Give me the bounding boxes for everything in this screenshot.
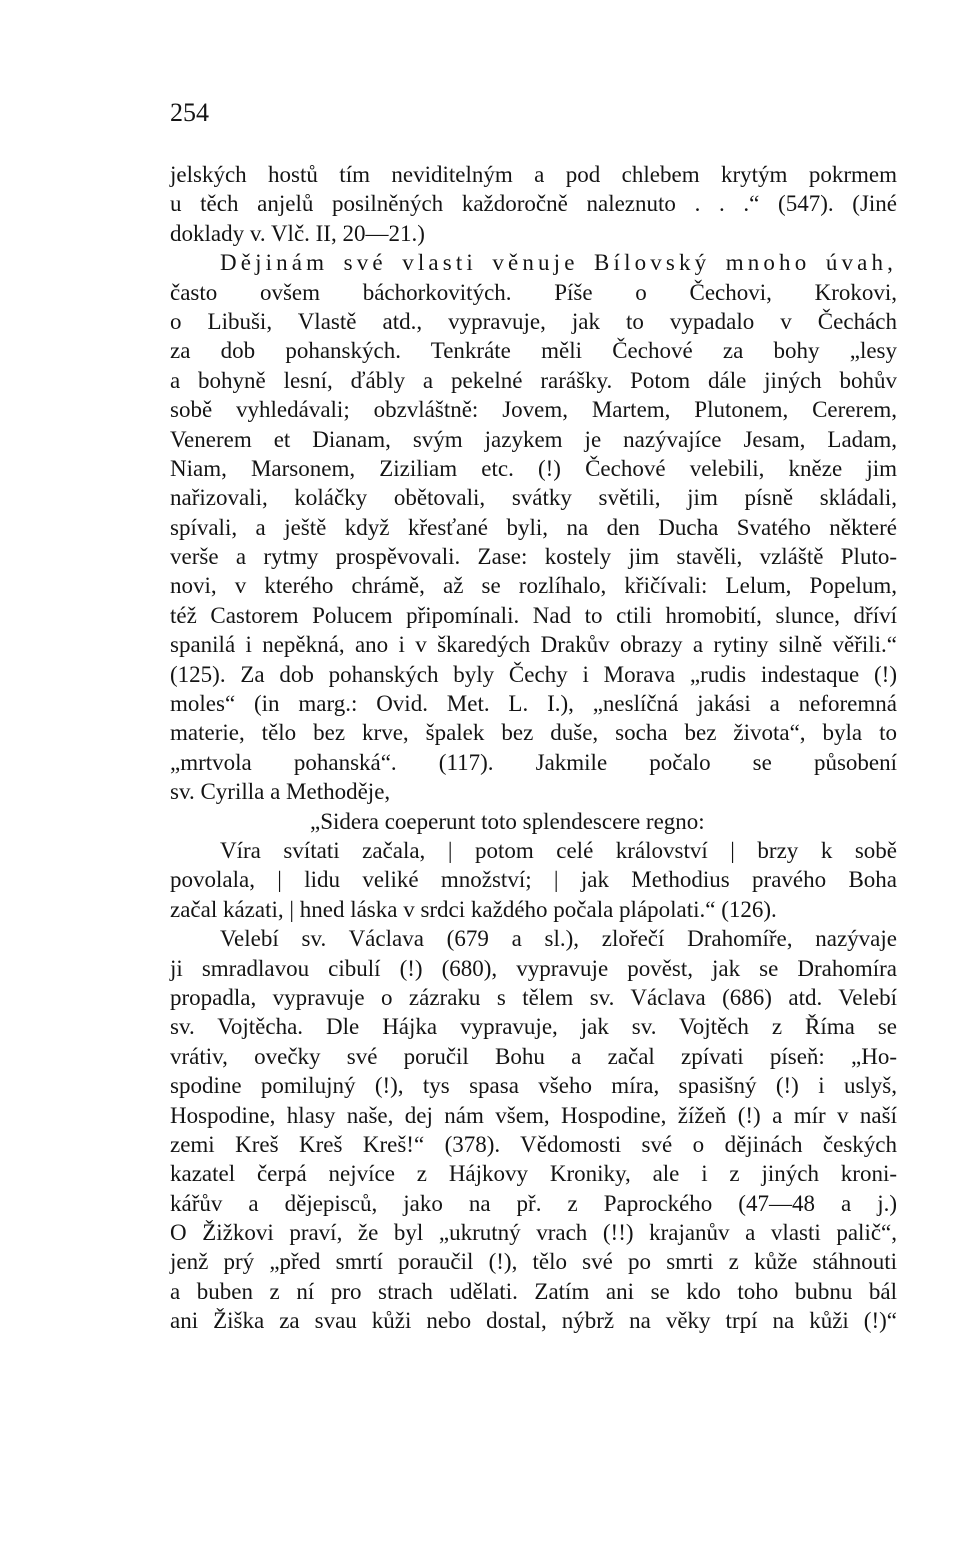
text-line: Víra svítati začala, | potom celé království | brzy k sobě (220, 837, 897, 863)
text-line: verše a rytmy prospěvovali. Zase: kostely jim stavěli, vzláště Pluto- (170, 544, 897, 570)
text-line: Niam, Marsonem, Ziziliam etc. (!) Čechové velebili, kněze jim (170, 455, 897, 481)
text-line: sv. Cyrilla a Methoděje, (170, 779, 391, 805)
text-line: často ovšem báchorkovitých. Píše o Čechovi, Krokovi, (170, 279, 897, 305)
text-line: zemi Kreš Kreš Kreš!“ (378). Vědomosti své o dějinách českých (170, 1131, 897, 1157)
text-line: a bohyně lesní, ďábly a pekelné rarášky. Potom dále jiných bohův (170, 367, 897, 393)
text-line: „mrtvola pohanská“. (117). Jakmile počalo se působení (170, 749, 897, 775)
text-line: nařizovali, koláčky obětovali, svátky světili, jim písně skládali, (170, 485, 897, 511)
text-line: a buben z ní pro strach udělati. Zatím ani se kdo toho bubnu bál (170, 1278, 897, 1304)
text-line: Dějinám své vlasti věnuje Bílovský mnoho úvah, (220, 250, 897, 276)
text-line: kazatel čerpá nejvíce z Hájkovy Kroniky, ale i z jiných kroni- (170, 1161, 897, 1187)
text-line: Hospodine, hlasy naše, dej nám všem, Hospodine, žížeň (!) a mír v naší (170, 1102, 897, 1128)
text-line: Venerem et Dianam, svým jazykem je nazývajíce Jesam, Ladam, (170, 426, 897, 452)
text-line: (125). Za dob pohanských byly Čechy i Morava „rudis indestaque (!) (170, 661, 897, 687)
text-line: O Žižkovi praví, že byl „ukrutný vrach (!!) krajanův a vlasti palič“, (170, 1220, 897, 1246)
body-text (170, 160, 897, 1336)
text-line: spívali, a ještě když křesťané byli, na den Ducha Svatého některé (170, 514, 897, 540)
text-line: začal kázati, | hned láska v srdci každého počala plápolati.“ (126). (170, 896, 777, 922)
text-line: o Libuši, Vlastě atd., vypravuje, jak to vypadalo v Čechách (170, 308, 897, 334)
text-line: kářův a dějepisců, jako na př. z Paprockého (47—48 a j.) (170, 1190, 897, 1216)
quote-line: „Sidera coeperunt toto splendescere regno: (310, 808, 705, 834)
text-line: novi, v kterého chrámě, až se rozlíhalo, křičívali: Lelum, Popelum, (170, 573, 897, 599)
text-line: moles“ (in marg.: Ovid. Met. L. I.), „neslíčná jakási a neforemná (170, 691, 897, 717)
text-line: materie, tělo bez krve, špalek bez duše, socha bez života“, byla to (170, 720, 897, 746)
text-line: spodine pomilujný (!), tys spasa všeho míra, spasišný (!) i uslyš, (170, 1073, 897, 1099)
text-line: spanilá i nepěkná, ano i v škaredých Drakův obrazy a rytiny silně věřili.“ (170, 632, 897, 658)
page-number: 254 (170, 98, 209, 127)
text-line: sobě vyhledávali; obzvláštně: Jovem, Martem, Plutonem, Cererem, (170, 397, 897, 423)
text-line: ji smradlavou cibulí (!) (680), vypravuje pověst, jak se Drahomíra (170, 955, 897, 981)
text-line: Velebí sv. Václava (679 a sl.), zlořečí Drahomíře, nazývaje (220, 926, 897, 952)
text-line: jenž prý „před smrtí poraučil (!), tělo své po smrti z kůže stáhnouti (170, 1249, 897, 1275)
text-line: za dob pohanských. Tenkráte měli Čechové za bohy „lesy (170, 338, 897, 364)
text-line: vrátiv, ovečky své poručil Bohu a začal zpívati píseň: „Ho- (170, 1043, 897, 1069)
text-line: u těch anjelů posilněných každoročně naleznuto . . .“ (547). (Jiné (170, 191, 897, 217)
text-line: povolala, | lidu veliké množství; | jak Methodius pravého Boha (170, 867, 897, 893)
text-line: též Castorem Polucem připomínali. Nad to ctili hromobití, slunce, dříví (170, 602, 897, 628)
text-line: ani Žiška za svau kůži nebo dostal, nýbrž na věky trpí na kůži (!)“ (170, 1308, 897, 1334)
text-line: sv. Vojtěcha. Dle Hájka vypravuje, jak sv. Vojtěch z Říma se (170, 1014, 897, 1040)
text-line: jelských hostů tím neviditelným a pod chlebem krytým pokrmem (170, 162, 897, 187)
text-line: doklady v. Vlč. II, 20—21.) (170, 220, 425, 246)
text-line: propadla, vypravuje o zázraku s tělem sv. Václava (686) atd. Velebí (170, 984, 897, 1010)
